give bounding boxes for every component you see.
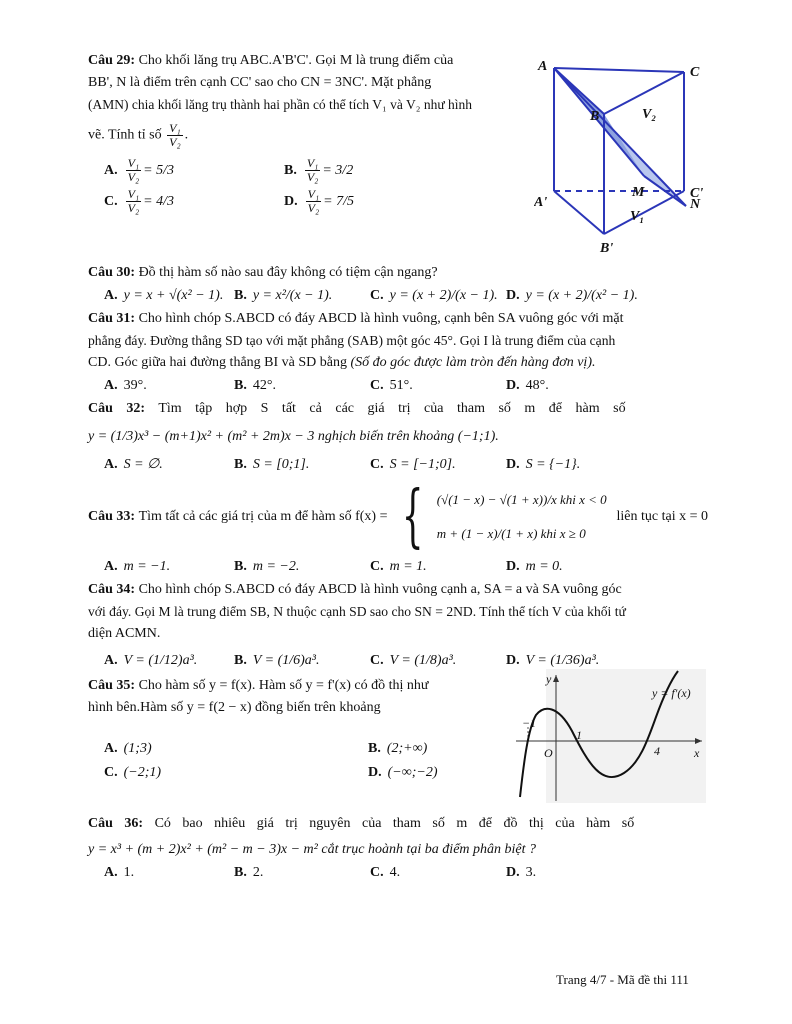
edge-a1b1 <box>554 191 604 234</box>
q36-option-c: C. 4. <box>370 865 401 880</box>
label-a1: A' <box>534 195 548 210</box>
q31-option-d: D. 48°. <box>506 378 549 393</box>
q31-option-c: C. 51°. <box>370 378 413 393</box>
q35-line2: hình bên.Hàm số y = f(2 − x) đồng biến trên khoảng <box>88 700 381 715</box>
q33-piecewise <box>391 477 607 556</box>
q29-option-b: B. $\frac{\text{V₁}}{\text{V₂}}$ = 3/2 <box>284 156 354 184</box>
q29-line1: Cho khối lăng trụ ABC.A'B'C'. Gọi M là trung điểm của <box>138 53 454 68</box>
q29-line3: (AMN) chia khối lăng trụ thành hai phần có thể tích V₁ và V₂ như hình <box>88 97 473 112</box>
q32-line2: y = (1/3)x³ − (m+1)x² + (m² + 2m)x − 3 nghịch biến trên khoảng (−1;1). <box>88 429 499 444</box>
q34-line1: Cho hình chóp S.ABCD có đáy ABCD là hình vuông cạnh a, SA = a và SA vuông góc <box>138 582 622 597</box>
question-36 <box>88 813 708 881</box>
q36-option-a: A. 1. <box>104 865 135 880</box>
q29-ratio: $\frac{\text{V₁}}{\text{V₂}}$ <box>169 121 181 149</box>
q33-option-b: B. m = −2. <box>234 559 300 574</box>
q35-label: Câu 35: <box>88 678 136 693</box>
label-b1: B' <box>600 241 614 256</box>
q30-option-c: C. y = (x + 2)/(x − 1). <box>370 288 498 303</box>
q29-option-d: D. $\frac{\text{V₁}}{\text{V₂}}$ = 7/5 <box>284 187 354 215</box>
q29-line4: vẽ. Tính tỉ số <box>88 127 162 143</box>
q29-option-c: C. $\frac{\text{V₁}}{\text{V₂}}$ = 4/3 <box>104 187 174 215</box>
q33-case-2: m + (1 − x)/(1 + x) khi x ≥ 0 <box>436 526 586 541</box>
q31-line3a: CD. Góc giữa hai đường thẳng BI và SD bằng <box>88 355 347 370</box>
curve-label: y = f'(x) <box>652 686 691 700</box>
q36-option-b: B. 2. <box>234 865 264 880</box>
q36-line1: Có bao nhiêu giá trị nguyên của tham số m để đồ thị của hàm số <box>154 816 635 831</box>
exam-page <box>88 50 708 883</box>
q31-line1: Cho hình chóp S.ABCD có đáy ABCD là hình vuông, cạnh bên SA vuông góc với mặt <box>138 311 624 326</box>
q29-label: Câu 29: <box>88 53 136 68</box>
x-axis-label: x <box>694 746 700 760</box>
origin-label: O <box>544 746 553 760</box>
q36-line2: y = x³ + (m + 2)x² + (m² − m − 3)x − m² cắt trục hoành tại ba điểm phân biệt ? <box>88 842 537 857</box>
label-c: C <box>690 65 700 80</box>
q35-option-b: B. (2;+∞) <box>368 741 428 756</box>
q33-label: Câu 33: <box>88 509 136 524</box>
question-34 <box>88 579 708 669</box>
question-29: Câu 29: Cho khối lăng trụ ABC.A'B'C'. Gọi M là trung điểm của BB', N là điểm trên cạnh CC' sao cho CN = 3NC'. Mặt phẳng (AMN) chia khối lăng trụ thành hai phần có thể tích V₁ và V₂ như hình vẽ. Tính tỉ số $\frac{\text{V₁}}{\text{V₂}}$ . A. $\frac{\text{V₁}}{\text{V₂}}$ = 5/3 B. $\frac{\text{V₁}}{\text{V₂}}$ = 3/2 C. $\frac{\text{V₁}}{\text{V₂}}$ = 4/3 D. $\frac{\text{V₁}}{\text{V₂}}$ = 7/5 A C B M N A' C' B' V₂ V₁ <box>88 50 708 262</box>
q29-option-a: A. $\frac{\text{V₁}}{\text{V₂}}$ = 5/3 <box>104 156 174 184</box>
label-c1: C' <box>690 186 704 201</box>
q32-option-c: C. S = [−1;0]. <box>370 456 456 472</box>
q35-line1: Cho hàm số y = f(x). Hàm số y = f'(x) có đồ thị như <box>138 678 429 693</box>
edge-ac <box>554 68 684 72</box>
tick-neg1: −1 <box>522 716 537 730</box>
q36-label: Câu 36: <box>88 816 144 831</box>
prism-figure <box>534 56 710 256</box>
q31-label: Câu 31: <box>88 311 136 326</box>
label-n: N <box>690 197 701 212</box>
edge-an <box>554 68 686 206</box>
q34-option-a: A. V = (1/12)a³. <box>104 653 198 668</box>
q31-line2: phẳng đáy. Đường thẳng SD tạo với mặt phẳng (SAB) một góc 45°. Gọi I là trung điểm của cạnh <box>88 333 616 348</box>
q33-brace: { <box>402 477 424 556</box>
q30-option-b: B. y = x²/(x − 1). <box>234 288 333 303</box>
q34-option-b: B. V = (1/6)a³. <box>234 653 320 668</box>
q30-label: Câu 30: <box>88 265 136 280</box>
q33-option-c: C. m = 1. <box>370 559 427 574</box>
tick-4: 4 <box>654 744 660 758</box>
q31-option-b: B. 42°. <box>234 378 276 393</box>
q32-option-d: D. S = {−1}. <box>506 456 581 472</box>
q33-tail: liên tục tại x = 0 <box>616 509 708 524</box>
y-axis-label: y <box>546 672 552 686</box>
question-31 <box>88 308 708 394</box>
question-33 <box>88 479 708 575</box>
q34-label: Câu 34: <box>88 582 136 597</box>
q32-label: Câu 32: <box>88 401 146 416</box>
page-footer: Trang 4/7 - Mã đề thi 111 <box>556 972 689 987</box>
tick-1: 1 <box>576 728 582 742</box>
q29-line2: BB', N là điểm trên cạnh CC' sao cho CN = 3NC'. Mặt phẳng <box>88 75 432 90</box>
q35-option-d: D. (−∞;−2) <box>368 765 438 780</box>
label-a: A <box>538 59 548 74</box>
q34-option-c: C. V = (1/8)a³. <box>370 653 457 668</box>
q35-option-a: A. (1;3) <box>104 741 152 756</box>
q32-line1: Tìm tập hợp S tất cả các giá trị của tham số m để hàm số <box>158 401 626 416</box>
label-v2: V₂ <box>642 107 657 122</box>
question-30 <box>88 262 708 304</box>
label-m: M <box>632 185 645 200</box>
q36-option-d: D. 3. <box>506 865 537 880</box>
q33-text: Tìm tất cả các giá trị của m để hàm số f(x) = <box>138 509 388 524</box>
q34-line3: diện ACMN. <box>88 626 161 641</box>
question-35 <box>88 672 708 807</box>
q33-case-1: (√(1 − x) − √(1 + x))/x khi x < 0 <box>436 492 607 507</box>
question-32 <box>88 398 708 473</box>
q33-option-d: D. m = 0. <box>506 559 563 574</box>
label-v1: V₁ <box>630 209 645 224</box>
q34-option-d: D. V = (1/36)a³. <box>506 653 600 668</box>
q32-option-b: B. S = [0;1]. <box>234 456 310 472</box>
label-b: B <box>590 109 600 124</box>
q32-option-a: A. S = ∅. <box>104 456 163 472</box>
q33-option-a: A. m = −1. <box>104 559 171 574</box>
q30-option-d: D. y = (x + 2)/(x² − 1). <box>506 288 638 303</box>
q31-line3b: (Số đo góc được làm tròn đến hàng đơn vị). <box>350 355 596 370</box>
q35-option-c: C. (−2;1) <box>104 765 162 780</box>
q31-option-a: A. 39°. <box>104 378 147 393</box>
q34-line2: với đáy. Gọi M là trung điểm SB, N thuộc cạnh SD sao cho SN = 2ND. Tính thể tích V của khối tứ <box>88 604 626 619</box>
q30-option-a: A. y = x + √(x² − 1). <box>104 288 224 303</box>
derivative-graph <box>506 669 706 803</box>
q30-text: Đồ thị hàm số nào sau đây không có tiệm cận ngang? <box>138 265 438 280</box>
